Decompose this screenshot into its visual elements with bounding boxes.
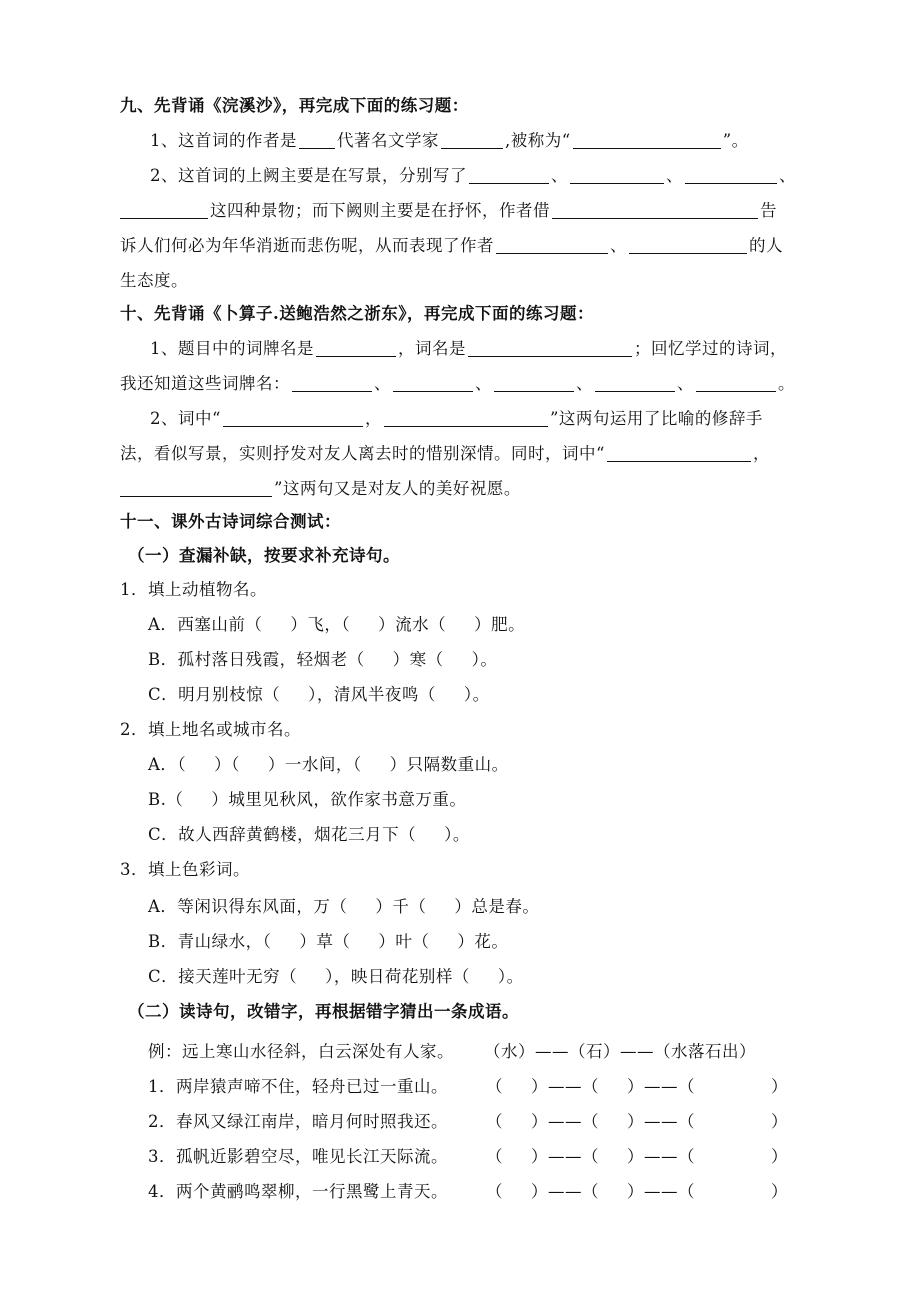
blank-scene-3[interactable] bbox=[685, 163, 777, 184]
blank-cipai-2[interactable] bbox=[393, 371, 473, 392]
blank-metaphor-2[interactable] bbox=[384, 406, 548, 427]
g1-c: C．明月别枝惊（ ），清风半夜鸣（ ）。 bbox=[148, 685, 490, 704]
blank-author[interactable] bbox=[441, 128, 503, 149]
item-2: 2．春风又绿江南岸，暗月何时照我还。 （ ）——（ ）——（ ） bbox=[148, 1112, 788, 1131]
blank-dynasty[interactable] bbox=[299, 128, 335, 149]
blank-scene-1[interactable] bbox=[469, 163, 549, 184]
s9-q2-line3: 诉人们何必为年华消逝而悲伤呢，从而表现了作者 、 的人 bbox=[120, 231, 783, 261]
s9-q2-line4: 生态度。 bbox=[120, 271, 188, 290]
s9-q1-line: 1、这首词的作者是 代著名文学家 ,被称为“ ”。 bbox=[150, 126, 749, 156]
blank-cipai-1[interactable] bbox=[292, 371, 372, 392]
g3-c: C．接天莲叶无穷（ ），映日荷花别样（ ）。 bbox=[148, 967, 524, 986]
item-3: 3．孤帆近影碧空尽，唯见长江天际流。 （ ）——（ ）——（ ） bbox=[148, 1147, 788, 1166]
g2-b: B.（ ）城里见秋风，欲作家书意万重。 bbox=[148, 790, 467, 809]
item-1: 1．两岸猿声啼不住，轻舟已过一重山。 （ ）——（ ）——（ ） bbox=[148, 1077, 788, 1096]
g1-title: 1．填上动植物名。 bbox=[120, 580, 267, 599]
blank-title[interactable] bbox=[573, 128, 721, 149]
blank-cipai-3[interactable] bbox=[494, 371, 574, 392]
section-11-heading: 十一、课外古诗词综合测试： bbox=[120, 512, 341, 531]
blank-metaphor-1[interactable] bbox=[223, 406, 363, 427]
s10-q1-line2: 我还知道这些词牌名： 、 、 、 、 。 bbox=[120, 369, 795, 399]
item-4: 4．两个黄鹂鸣翠柳，一行黑鹭上青天。 （ ）——（ ）——（ ） bbox=[148, 1182, 788, 1201]
g2-c: C．故人西辞黄鹤楼，烟花三月下（ ）。 bbox=[148, 825, 470, 844]
blank-cipai[interactable] bbox=[316, 336, 396, 357]
section-10-heading: 十、先背诵《卜算子.送鲍浩然之浙东》，再完成下面的练习题： bbox=[120, 304, 594, 323]
s10-q2-line1: 2、词中“ ， ”这两句运用了比喻的修辞手 bbox=[150, 404, 763, 434]
blank-cipai-4[interactable] bbox=[595, 371, 675, 392]
s10-q2-line2: 法，看似写景，实则抒发对友人离去时的惜别深情。同时，词中“ ， bbox=[120, 439, 770, 469]
g1-b: B．孤村落日残霞，轻烟老（ ）寒（ ）。 bbox=[148, 650, 498, 669]
g3-a: A．等闲识得东风面，万（ ）千（ ）总是春。 bbox=[148, 897, 540, 916]
g2-title: 2．填上地名或城市名。 bbox=[120, 720, 301, 739]
example-line: 例：远上寒山水径斜，白云深处有人家。 （水）——（石）——（水落石出） bbox=[148, 1042, 756, 1061]
part-1-heading: （一）查漏补缺，按要求补充诗句。 bbox=[128, 546, 400, 565]
s9-q2-line1: 2、这首词的上阙主要是在写景，分别写了 、 、 、 bbox=[150, 161, 796, 191]
g3-b: B．青山绿水，（ ）草（ ）叶（ ）花。 bbox=[148, 932, 509, 951]
blank-scene-2[interactable] bbox=[570, 163, 664, 184]
blank-attitude-2[interactable] bbox=[629, 233, 747, 254]
blank-wish-2[interactable] bbox=[120, 476, 272, 497]
g3-title: 3．填上色彩词。 bbox=[120, 860, 250, 879]
blank-scene-4[interactable] bbox=[120, 198, 208, 219]
part-2-heading: （二）读诗句，改错字，再根据错字猜出一条成语。 bbox=[128, 1002, 519, 1021]
blank-attitude-1[interactable] bbox=[496, 233, 608, 254]
s9-q2-line2: 这四种景物；而下阙则主要是在抒怀，作者借 告 bbox=[120, 196, 777, 226]
blank-ciming[interactable] bbox=[468, 336, 632, 357]
blank-cipai-5[interactable] bbox=[696, 371, 776, 392]
s10-q2-line3: ”这两句又是对友人的美好祝愿。 bbox=[120, 474, 521, 504]
section-9-heading: 九、先背诵《浣溪沙》，再完成下面的练习题： bbox=[120, 96, 469, 115]
g1-a: A．西塞山前（ ）飞，（ ）流水（ ）肥。 bbox=[148, 615, 526, 634]
blank-phrase[interactable] bbox=[552, 198, 758, 219]
s10-q1-line1: 1、题目中的词牌名是 ，词名是 ；回忆学过的诗词， bbox=[150, 334, 787, 364]
blank-wish-1[interactable] bbox=[607, 441, 751, 462]
g2-a: A．（ ）（ ）一水间，（ ）只隔数重山。 bbox=[148, 755, 509, 774]
